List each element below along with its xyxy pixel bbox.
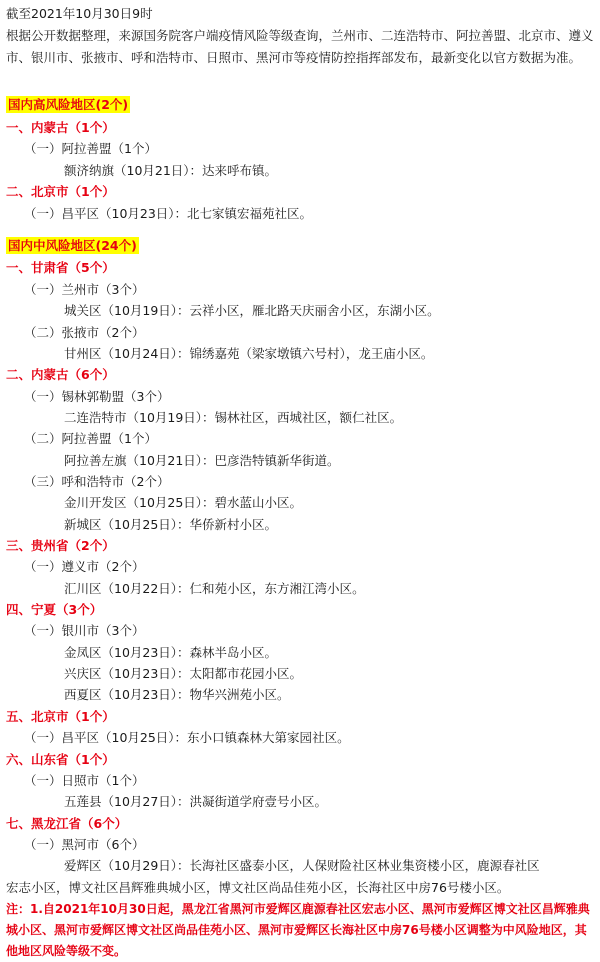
med-area-2-3-2: 新城区（10月25日）：华侨新村小区。: [64, 517, 278, 532]
med-city-2-1: （一）锡林郭勒盟（3个）: [24, 389, 170, 404]
high-area-1-1-1: 额济纳旗（10月21日）：达来呼布镇。: [64, 163, 278, 178]
high-province-1: 一、内蒙古（1个）: [6, 120, 115, 135]
med-area-7-1-line2: 宏志小区，博文社区昌辉雅典城小区，博文社区尚品佳苑小区，长海社区中房76号楼小区。: [6, 880, 510, 895]
note-1: [6, 899, 594, 958]
med-province-1: 一、甘肃省（5个）: [6, 260, 115, 275]
med-area-2-2-1: 阿拉善左旗（10月21日）：巴彦浩特镇新华街道。: [64, 453, 340, 468]
med-province-2: 二、内蒙古（6个）: [6, 367, 115, 382]
high-risk-heading: [6, 94, 130, 116]
med-city-2-2: （二）阿拉善盟（1个）: [24, 431, 157, 446]
med-area-6-1-1: 五莲县（10月27日）：洪凝街道学府壹号小区。: [64, 794, 328, 809]
med-city-2-3: （三）呼和浩特市（2个）: [24, 474, 170, 489]
med-area-3-1-1: 汇川区（10月22日）：仁和苑小区，东方湘江湾小区。: [64, 581, 365, 596]
med-province-4: 四、宁夏（3个）: [6, 602, 103, 617]
med-area-4-1-1: 金凤区（10月23日）：森林半岛小区。: [64, 645, 278, 660]
med-city-1-1: （一）兰州市（3个）: [24, 282, 145, 297]
high-risk-title: 国内高风险地区(2个): [8, 97, 129, 112]
medium-risk-heading: [6, 235, 139, 257]
high-city-2-1: （一）昌平区（10月23日）：北七家镇宏福苑社区。: [24, 206, 313, 221]
med-city-7-1: （一）黑河市（6个）: [24, 837, 145, 852]
medium-risk-title: 国内中风险地区(24个): [8, 238, 137, 253]
date-line: 截至2021年10月30日9时: [6, 6, 153, 21]
high-province-2: 二、北京市（1个）: [6, 184, 115, 199]
med-province-7: 七、黑龙江省（6个）: [6, 816, 128, 831]
med-area-1-1-1: 城关区（10月19日）：云祥小区，雁北路天庆丽舍小区，东湖小区。: [64, 303, 440, 318]
med-city-5-1: （一）昌平区（10月25日）：东小口镇森林大第家园社区。: [24, 730, 350, 745]
med-city-3-1: （一）遵义市（2个）: [24, 559, 145, 574]
med-city-4-1: （一）银川市（3个）: [24, 623, 145, 638]
note-1-text: 注：1.自2021年10月30日起，黑龙江省黑河市爱辉区鹿源春社区宏志小区、黑河市爱辉区博文社区昌辉雅典城小区、黑河市爱辉区博文社区尚品佳苑小区、黑河市爱辉区长海社区中房76号楼小区调整为中风险地区，其他地区风险等级不变。: [6, 902, 590, 958]
med-area-4-1-3: 西夏区（10月23日）：物华兴洲苑小区。: [64, 687, 290, 702]
med-area-1-2-1: 甘州区（10月24日）：锦绣嘉苑（梁家墩镇六号村），龙王庙小区。: [64, 346, 434, 361]
med-province-5: 五、北京市（1个）: [6, 709, 115, 724]
med-area-7-1-line1: 爱辉区（10月29日）：长海社区盛泰小区，人保财险社区林业集资楼小区，鹿源春社区: [64, 858, 540, 873]
med-area-4-1-2: 兴庆区（10月23日）：太阳都市花园小区。: [64, 666, 303, 681]
med-city-6-1: （一）日照市（1个）: [24, 773, 145, 788]
med-area-2-1-1: 二连浩特市（10月19日）：锡林社区，西城社区，额仁社区。: [64, 410, 403, 425]
med-province-6: 六、山东省（1个）: [6, 752, 115, 767]
med-city-1-2: （二）张掖市（2个）: [24, 325, 145, 340]
high-city-1-1: （一）阿拉善盟（1个）: [24, 141, 157, 156]
intro-paragraph: 根据公开数据整理，来源国务院客户端疫情风险等级查询，兰州市、二连浩特市、阿拉善盟、北京市、遵义市、银川市、张掖市、呼和浩特市、日照市、黑河市等疫情防控指挥部发布，最新变化以官方数据为准。: [6, 28, 594, 65]
med-area-2-3-1: 金川开发区（10月25日）：碧水蓝山小区。: [64, 495, 303, 510]
med-province-3: 三、贵州省（2个）: [6, 538, 115, 553]
